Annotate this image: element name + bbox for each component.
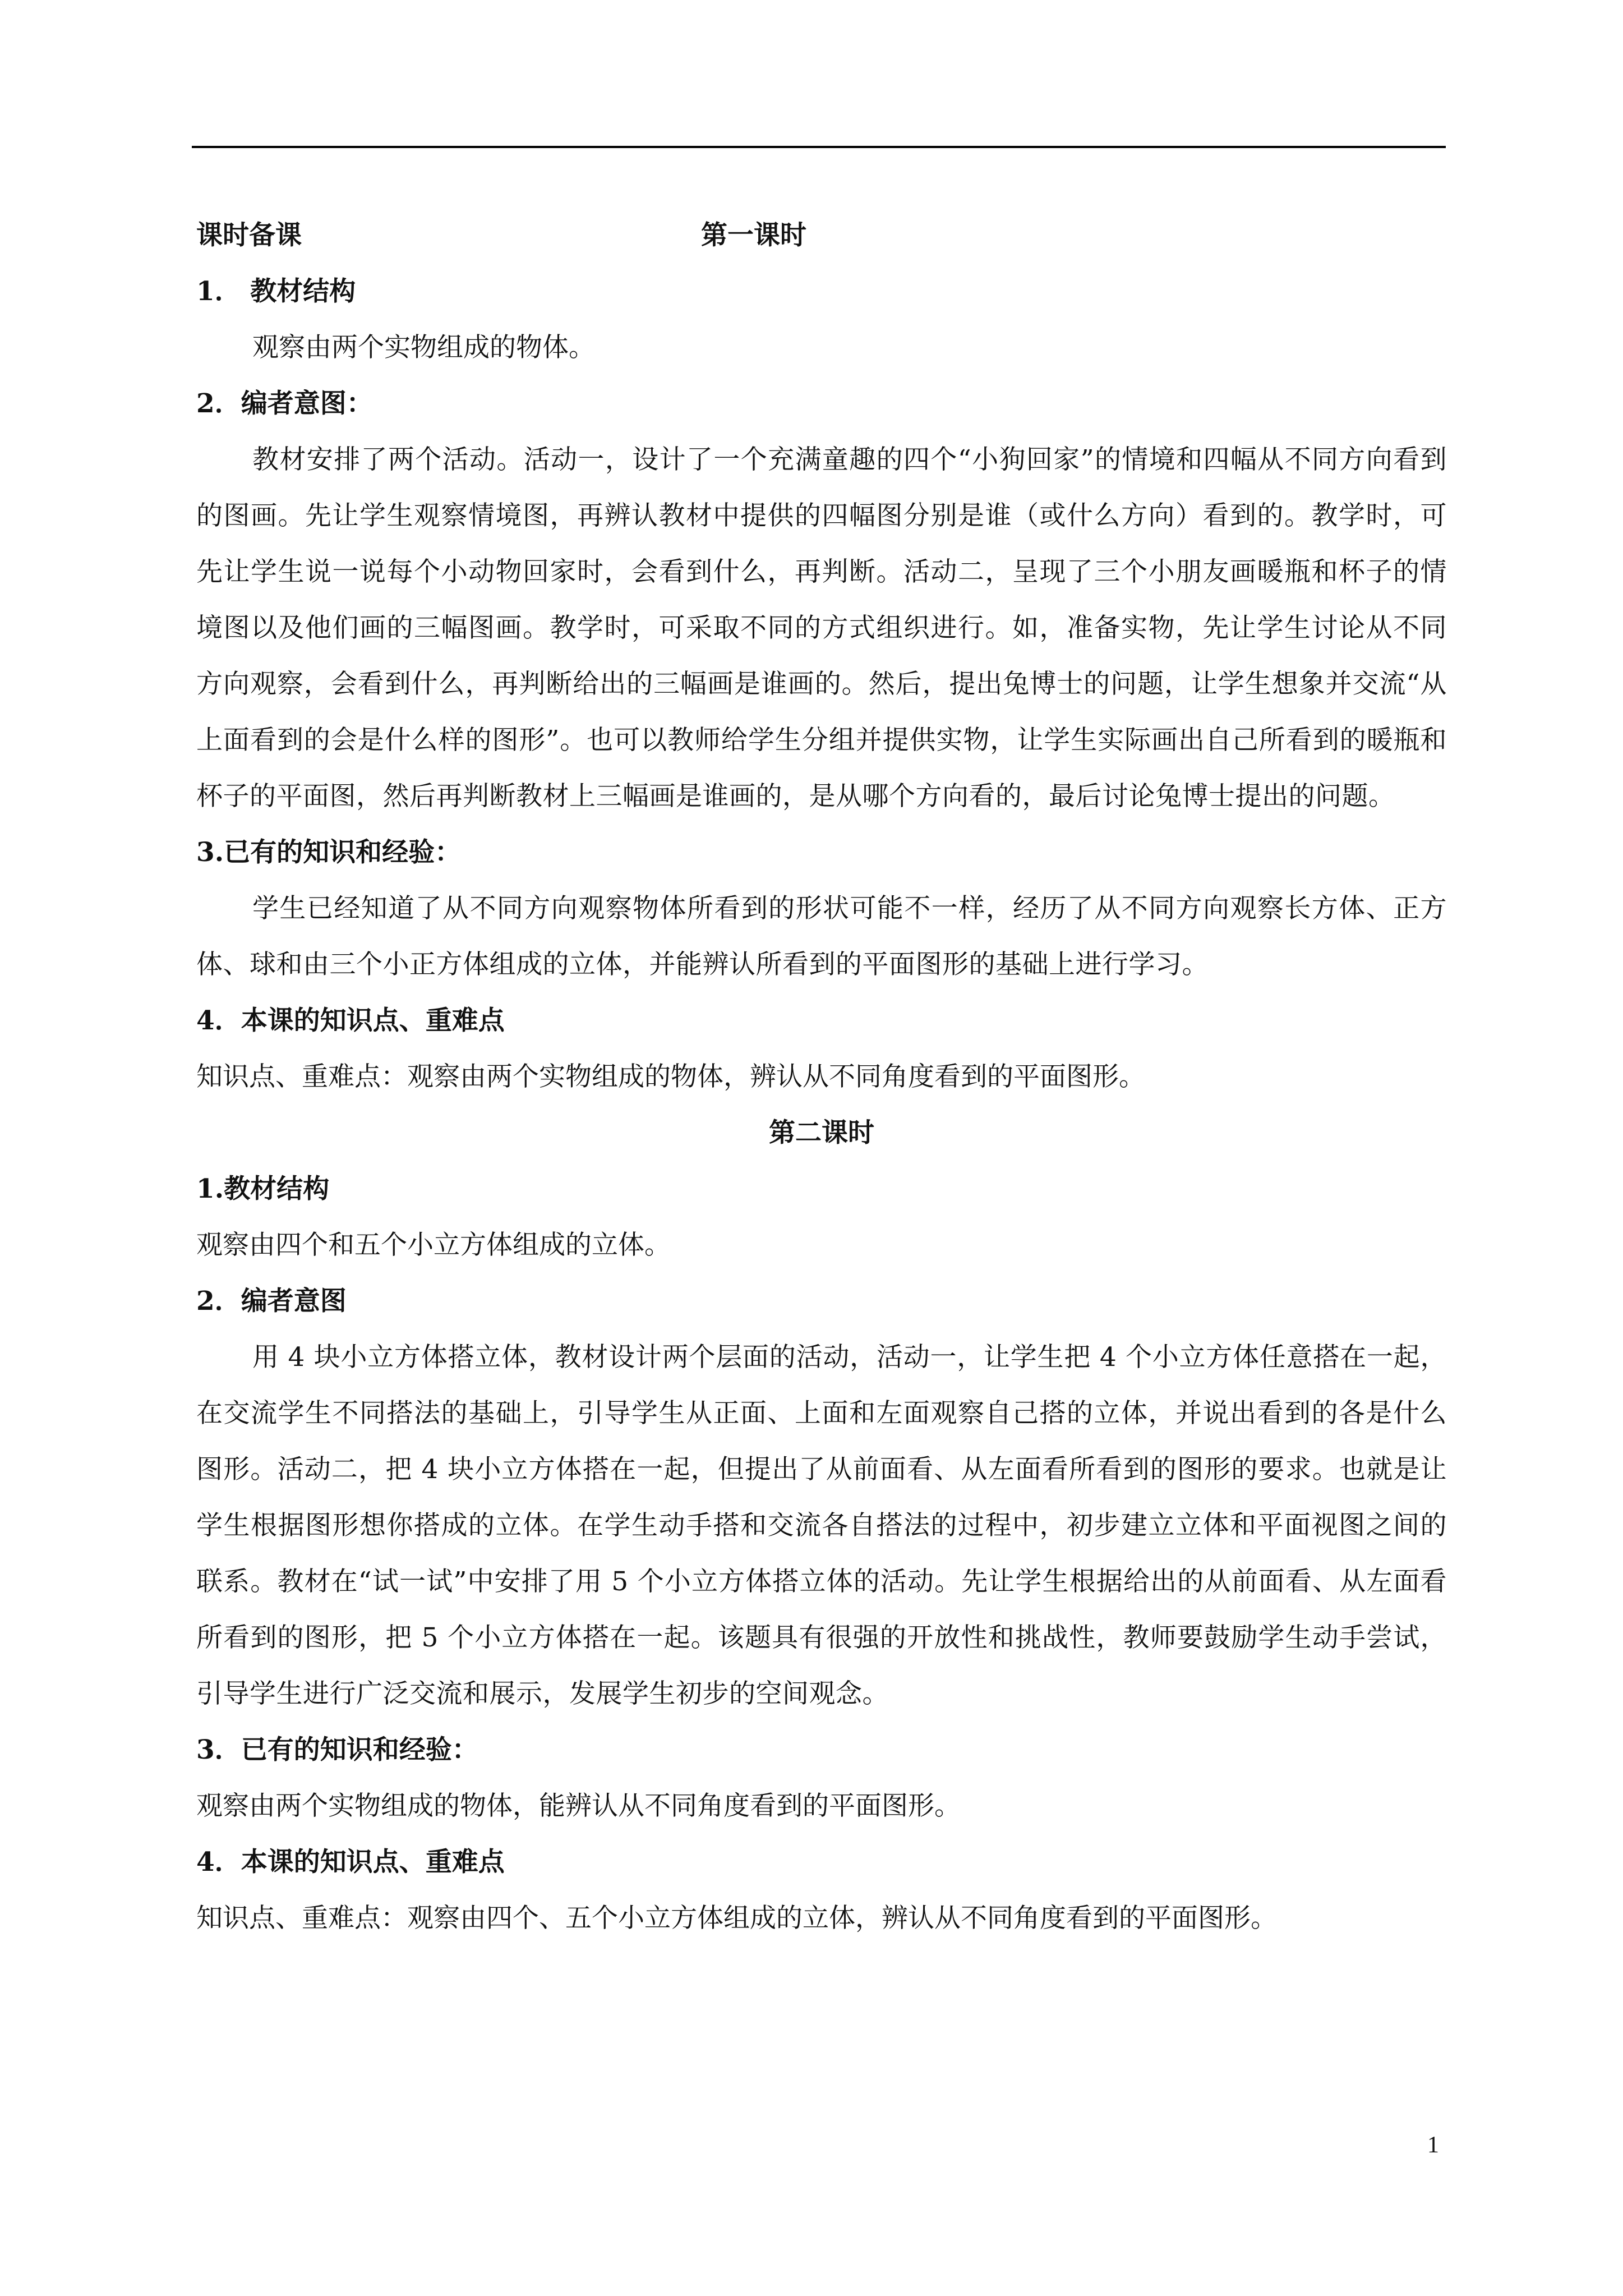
header-rule xyxy=(192,146,1446,148)
lesson1-section1-text: 观察由两个实物组成的物体。 xyxy=(252,332,595,363)
page-number: 1 xyxy=(1427,2132,1439,2158)
lesson2-section2-heading: 2．编者意图 xyxy=(196,1286,347,1317)
lesson1-title: 第一课时 xyxy=(701,220,806,251)
lesson2-title: 第二课时 xyxy=(769,1117,874,1148)
lesson1-section2-text: 教材安排了两个活动。活动一，设计了一个充满童趣的四个“小狗回家”的情境和四幅从不同方向看到的图画。先让学生观察情境图，再辨认教材中提供的四幅图分别是谁（或什么方向）看到的。教学时，可先让学生说一说每个小动物回家时，会看到什么，再判断。活动二，呈现了三个小朋友画暖瓶和杯子的情境图以及他们画的三幅图画。教学时，可采取不同的方式组织进行。如，准备实物，先让学生讨论从不同方向观察，会看到什么，再判断给出的三幅画是谁画的。然后，提出兔博士的问题，让学生想象并交流“从上面看到的会是什么样的图形”。也可以教师给学生分组并提供实物，让学生实际画出自己所看到的暖瓶和杯子的平面图，然后再判断教材上三幅画是谁画的，是从哪个方向看的，最后讨论兔博士提出的问题。 xyxy=(196,444,1447,812)
lesson2-section1-text: 观察由四个和五个小立方体组成的立体。 xyxy=(196,1230,671,1260)
lesson2-section4-text: 知识点、重难点：观察由四个、五个小立方体组成的立体，辨认从不同角度看到的平面图形。 xyxy=(196,1903,1277,1934)
lesson1-section4-text: 知识点、重难点：观察由两个实物组成的物体，辨认从不同角度看到的平面图形。 xyxy=(196,1061,1145,1092)
lesson1-section1-heading: 1． 教材结构 xyxy=(196,276,356,307)
lesson2-section1-heading: 1.教材结构 xyxy=(196,1174,330,1204)
lesson2-section2-text: 用 4 块小立方体搭立体，教材设计两个层面的活动，活动一，让学生把 4 个小立方体任意搭在一起，在交流学生不同搭法的基础上，引导学生从正面、上面和左面观察自己搭的立体，并说出看到的各是什么图形。活动二，把 4 块小立方体搭在一起，但提出了从前面看、从左面看所看到的图形的要求。也就是让学生根据图形想你搭成的立体。在学生动手搭和交流各自搭法的过程中，初步建立立体和平面视图之间的联系。教材在“试一试”中安排了用 5 个小立方体搭立体的活动。先让学生根据给出的从前面看、从左面看所看到的图形，把 5 个小立方体搭在一起。该题具有很强的开放性和挑战性，教师要鼓励学生动手尝试，引导学生进行广泛交流和展示，发展学生初步的空间观念。 xyxy=(196,1342,1447,1709)
lesson2-section3-heading: 3．已有的知识和经验： xyxy=(196,1734,478,1765)
lesson1-section3-text: 学生已经知道了从不同方向观察物体所看到的形状可能不一样，经历了从不同方向观察长方体、正方体、球和由三个小正方体组成的立体，并能辨认所看到的平面图形的基础上进行学习。 xyxy=(196,893,1447,980)
lesson2-section4-heading: 4．本课的知识点、重难点 xyxy=(196,1847,505,1878)
lesson2-section3-text: 观察由两个实物组成的物体，能辨认从不同角度看到的平面图形。 xyxy=(196,1791,961,1821)
lesson1-section3-heading: 3.已有的知识和经验： xyxy=(196,837,462,868)
lesson1-section2-heading: 2．编者意图： xyxy=(196,388,373,419)
lesson1-section4-heading: 4．本课的知识点、重难点 xyxy=(196,1005,505,1036)
document-body xyxy=(196,208,1447,1947)
doc-label: 课时备课 xyxy=(196,220,302,251)
lesson1-title-row xyxy=(196,208,1447,264)
